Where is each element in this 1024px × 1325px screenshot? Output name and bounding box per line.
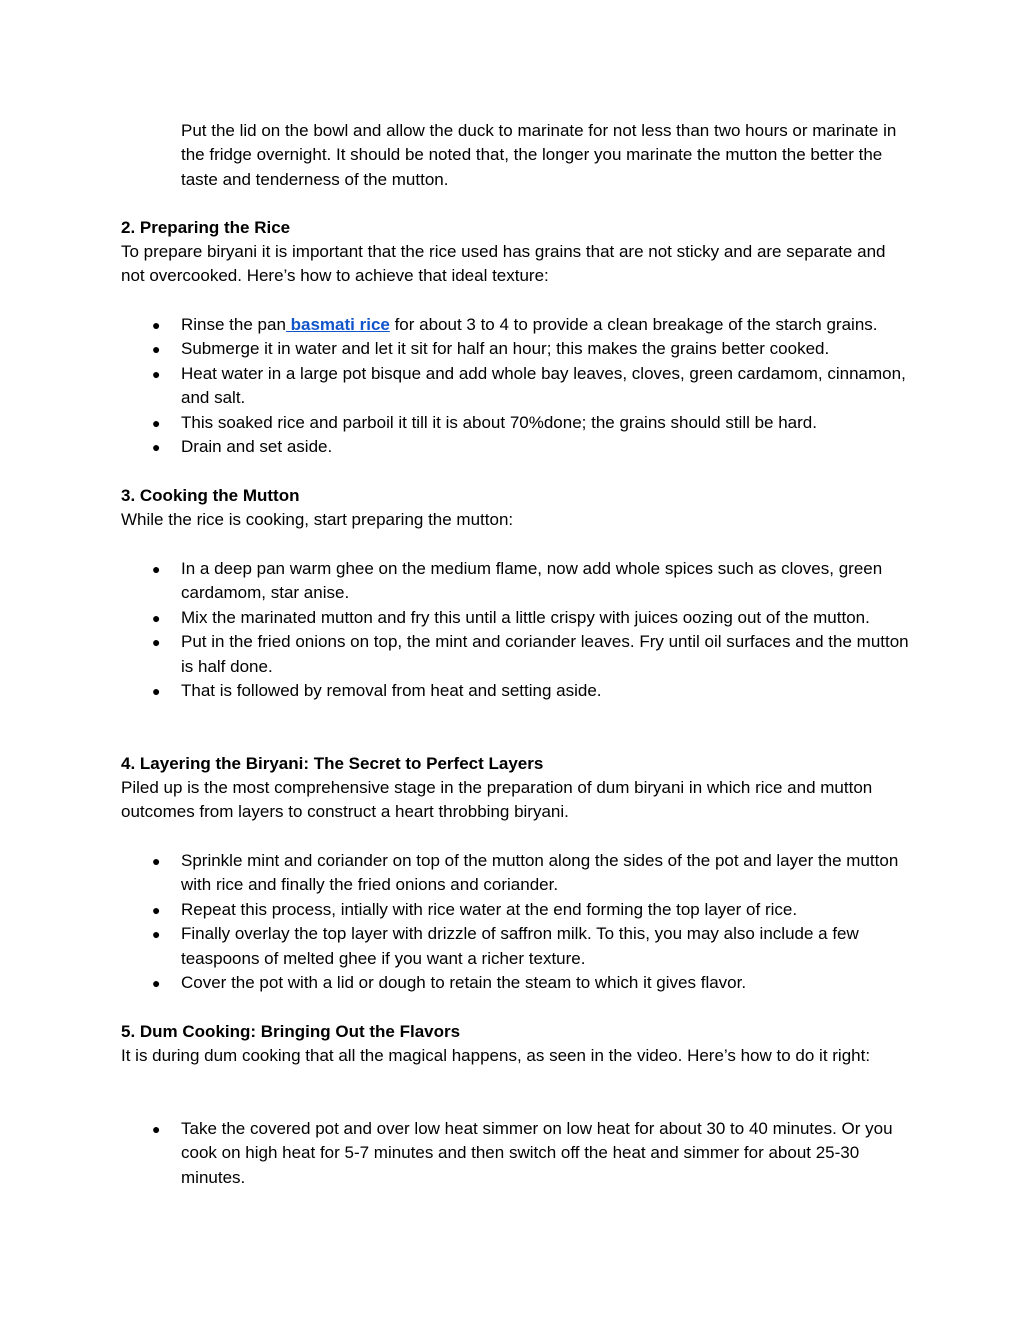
list-item xyxy=(121,1117,911,1190)
list-item-text: Take the covered pot and over low heat simmer on low heat for about 30 to 40 minutes. Or you cook on high heat for 5-7 minutes and then switch off the heat and simmer for about 25-30 minutes. xyxy=(181,1119,893,1187)
bullet-icon: ● xyxy=(152,1121,161,1137)
bullet-icon: ● xyxy=(152,926,161,943)
list-item-text: Sprinkle mint and coriander on top of the mutton along the sides of the pot and layer the mutton with rice and finally the fried onions and coriander. xyxy=(181,851,899,895)
list-item-text: In a deep pan warm ghee on the medium flame, now add whole spices such as cloves, green cardamom, star anise. xyxy=(181,559,883,603)
list-item-text: Put in the fried onions on top, the mint and coriander leaves. Fry until oil surfaces and the mutton is half done. xyxy=(181,632,909,676)
bullet-icon: ● xyxy=(152,414,161,431)
bullet-icon: ● xyxy=(152,561,161,577)
section-2-list xyxy=(121,313,911,459)
bullet-icon: ● xyxy=(152,439,161,456)
list-item xyxy=(121,971,911,995)
list-item xyxy=(121,679,911,703)
section-5-paragraph: It is during dum cooking that all the magical happens, as seen in the video. Here’s how to do it right: xyxy=(121,1046,871,1065)
list-item-text: Finally overlay the top layer with drizzle of saffron milk. To this, you may also include a few teaspoons of melted ghee if you want a richer texture. xyxy=(181,924,859,968)
section-3-heading: 3. Cooking the Mutton xyxy=(121,486,300,505)
list-item xyxy=(121,849,911,898)
list-item-text: Heat water in a large pot bisque and add whole bay leaves, cloves, green cardamom, cinnamon, and salt. xyxy=(181,363,906,408)
list-item-text: Rinse the pan xyxy=(181,315,286,334)
list-item xyxy=(121,313,911,337)
section-3-paragraph: While the rice is cooking, start preparing the mutton: xyxy=(121,510,514,529)
list-item-text: Cover the pot with a lid or dough to retain the steam to which it gives flavor. xyxy=(181,973,747,993)
section-4-heading: 4. Layering the Biryani: The Secret to Perfect Layers xyxy=(121,754,544,773)
section-2-heading: 2. Preparing the Rice xyxy=(121,218,291,237)
list-item xyxy=(121,630,911,679)
list-item xyxy=(121,362,911,411)
bullet-icon: ● xyxy=(152,341,161,358)
bullet-icon: ● xyxy=(152,634,161,651)
list-item xyxy=(121,411,911,435)
bullet-icon: ● xyxy=(152,365,161,382)
section-5-list xyxy=(121,1117,911,1190)
bullet-icon: ● xyxy=(152,609,161,626)
list-item-text: Repeat this process, intially with rice water at the end forming the top layer of rice. xyxy=(181,899,798,919)
list-item xyxy=(121,435,911,459)
basmati-rice-link[interactable]: basmati rice xyxy=(285,315,390,334)
list-item-text: That is followed by removal from heat and setting aside. xyxy=(181,681,602,701)
list-item xyxy=(121,557,911,606)
list-item xyxy=(121,922,911,971)
section-2-paragraph: To prepare biryani it is important that the rice used has grains that are not sticky and are separate and not overcooked. Here’s how to achieve that ideal texture: xyxy=(121,242,886,286)
list-item-text: for about 3 to 4 to provide a clean breakage of the starch grains. xyxy=(389,315,878,334)
list-item-text: Submerge it in water and let it sit for half an hour; this makes the grains better cooked. xyxy=(181,339,830,359)
section-4-list xyxy=(121,849,911,995)
bullet-icon: ● xyxy=(152,901,161,918)
list-item-text: Drain and set aside. xyxy=(181,437,333,457)
list-item xyxy=(121,898,911,922)
bullet-icon: ● xyxy=(152,975,161,992)
list-item xyxy=(121,337,911,361)
bullet-icon: ● xyxy=(152,853,161,869)
list-item xyxy=(121,606,911,630)
intro-paragraph: Put the lid on the bowl and allow the duck to marinate for not less than two hours or marinate in the fridge overnight. It should be noted that, the longer you marinate the mutton the better the taste and tenderness of the mutton. xyxy=(181,121,897,189)
list-item-text: This soaked rice and parboil it till it is about 70%done; the grains should still be hard. xyxy=(181,412,817,432)
section-4-paragraph: Piled up is the most comprehensive stage in the preparation of dum biryani in which rice and mutton outcomes from layers to construct a heart throbbing biryani. xyxy=(121,778,873,822)
bullet-icon: ● xyxy=(152,683,161,700)
list-item-text: Mix the marinated mutton and fry this until a little crispy with juices oozing out of the mutton. xyxy=(181,607,870,627)
section-5-heading: 5. Dum Cooking: Bringing Out the Flavors xyxy=(121,1022,461,1041)
section-3-list xyxy=(121,557,911,703)
bullet-icon: ● xyxy=(152,317,161,333)
